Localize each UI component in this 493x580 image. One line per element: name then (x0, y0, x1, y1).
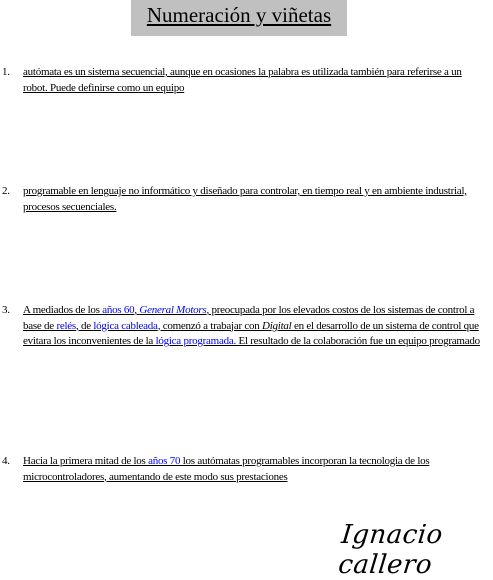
link-anos-60[interactable]: años 60 (102, 304, 135, 316)
list-item-2 (2, 184, 486, 215)
list-item-4 (2, 454, 486, 485)
list-number: 3. (2, 304, 10, 316)
list-number: 2. (2, 185, 10, 197)
signature: Ignacio callero (336, 520, 445, 580)
link-reles[interactable]: relés (56, 319, 76, 332)
list-item-3 (2, 303, 486, 350)
list-item-text: programable en lenguaje no informático y diseñado para controlar, en tiempo real y en ambiente industrial, procesos secuenciales. (23, 185, 467, 213)
list-item-text: Hacia la primera mitad de los años 70 los autómatas programables incorporan la tecnologia de los microcontroladores, aumentando de este modo sus prestaciones (23, 455, 430, 483)
link-general-motors[interactable]: General Motors (139, 304, 207, 316)
link-logica-cableada[interactable]: lógica cableada (93, 319, 158, 332)
link-anos-70[interactable]: años 70 (148, 455, 181, 467)
digital-text: Digital (262, 319, 292, 332)
list-item-1 (2, 65, 486, 96)
list-item-text: A mediados de los años 60, General Motors, preocupada por los elevados costos de los sistemas de control a base de relés, de lógica cableada, comenzó a trabajar con Digital en el desarrollo de un sistema de control que evitara los inconvenientes de la lógica programada. El resultado de la colaboración fue un equipo programado (23, 304, 480, 347)
document-title: Numeración y viñetas (131, 0, 347, 36)
link-logica-programada[interactable]: lógica programada (155, 335, 234, 347)
list-number: 4. (2, 455, 10, 467)
list-item-text: autómata es un sistema secuencial, aunque en ocasiones la palabra es utilizada también para referirse a un robot. Puede definirse como un equipo (23, 66, 462, 94)
list-number: 1. (2, 66, 10, 78)
